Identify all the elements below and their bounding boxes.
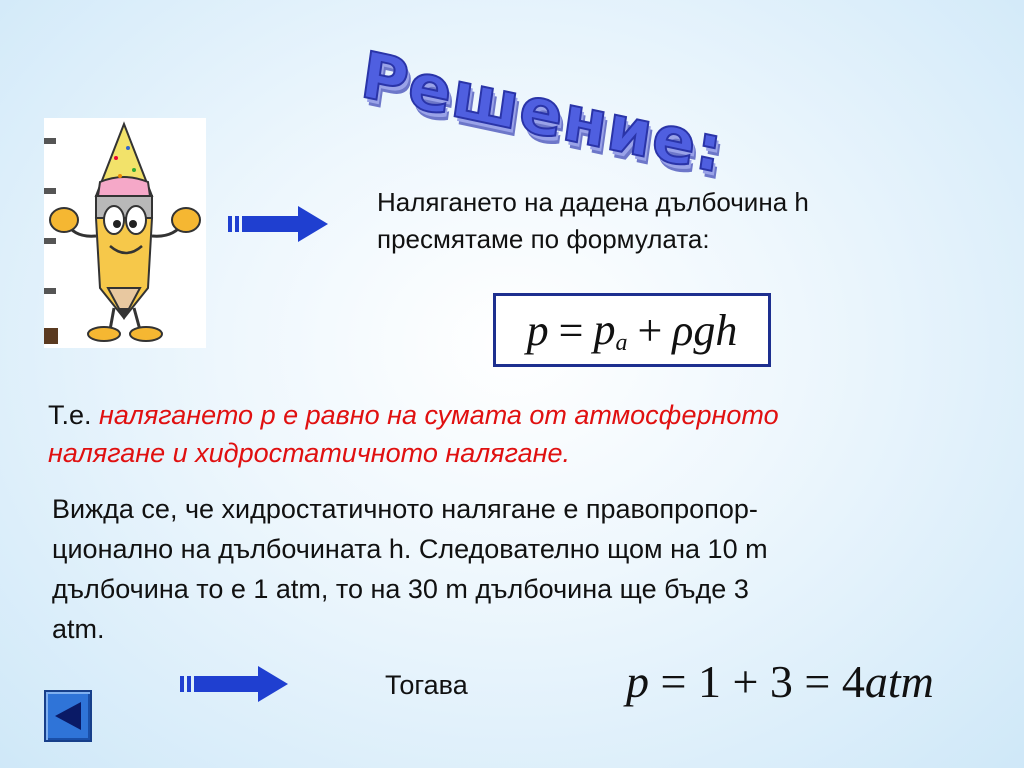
- result-p: p: [626, 656, 649, 707]
- intro-line-2: пресмятаме по формулата:: [377, 224, 710, 254]
- formula-pa: $p_a$: [593, 304, 628, 356]
- formula-p: p: [526, 305, 549, 355]
- para-line-1: Вижда се, че хидростатичното налягане е правопропор-: [52, 494, 758, 524]
- te-prefix: Т.е.: [48, 400, 92, 430]
- para-line-2: ционално на дълбочината h. Следователно щом на 10 m: [52, 534, 768, 564]
- pressure-formula: [493, 293, 771, 367]
- formula-rho-g-h: ρgh: [672, 305, 738, 355]
- togava-label: Тогава: [385, 670, 468, 700]
- para-line-4: atm.: [52, 614, 105, 644]
- intro-text: [377, 184, 977, 258]
- te-red-line-2: налягане и хидростатичното налягане.: [48, 438, 571, 468]
- para-line-3: дълбочина то е 1 atm, то на 30 m дълбочина ще бъде 3: [52, 574, 749, 604]
- arrow-right-icon: [228, 204, 330, 249]
- back-triangle-icon: [51, 699, 85, 733]
- formula-plus: +: [637, 305, 663, 355]
- arrow-right-icon: [180, 664, 290, 709]
- explanation-text: [48, 396, 1008, 472]
- slide-title: Решение:: [356, 38, 728, 189]
- result-expression: = 1 + 3 = 4: [649, 656, 865, 707]
- pencil-mascot-image: [44, 118, 206, 348]
- intro-line-1: Налягането на дадена дълбочина h: [377, 187, 809, 217]
- result-unit: atm: [864, 656, 934, 707]
- te-red-line-1: налягането p е равно на сумата от атмосферното: [99, 400, 779, 430]
- explanation-paragraph: [52, 489, 972, 649]
- result-formula: [626, 655, 934, 708]
- formula-equals: =: [558, 305, 584, 355]
- back-button[interactable]: [44, 690, 92, 742]
